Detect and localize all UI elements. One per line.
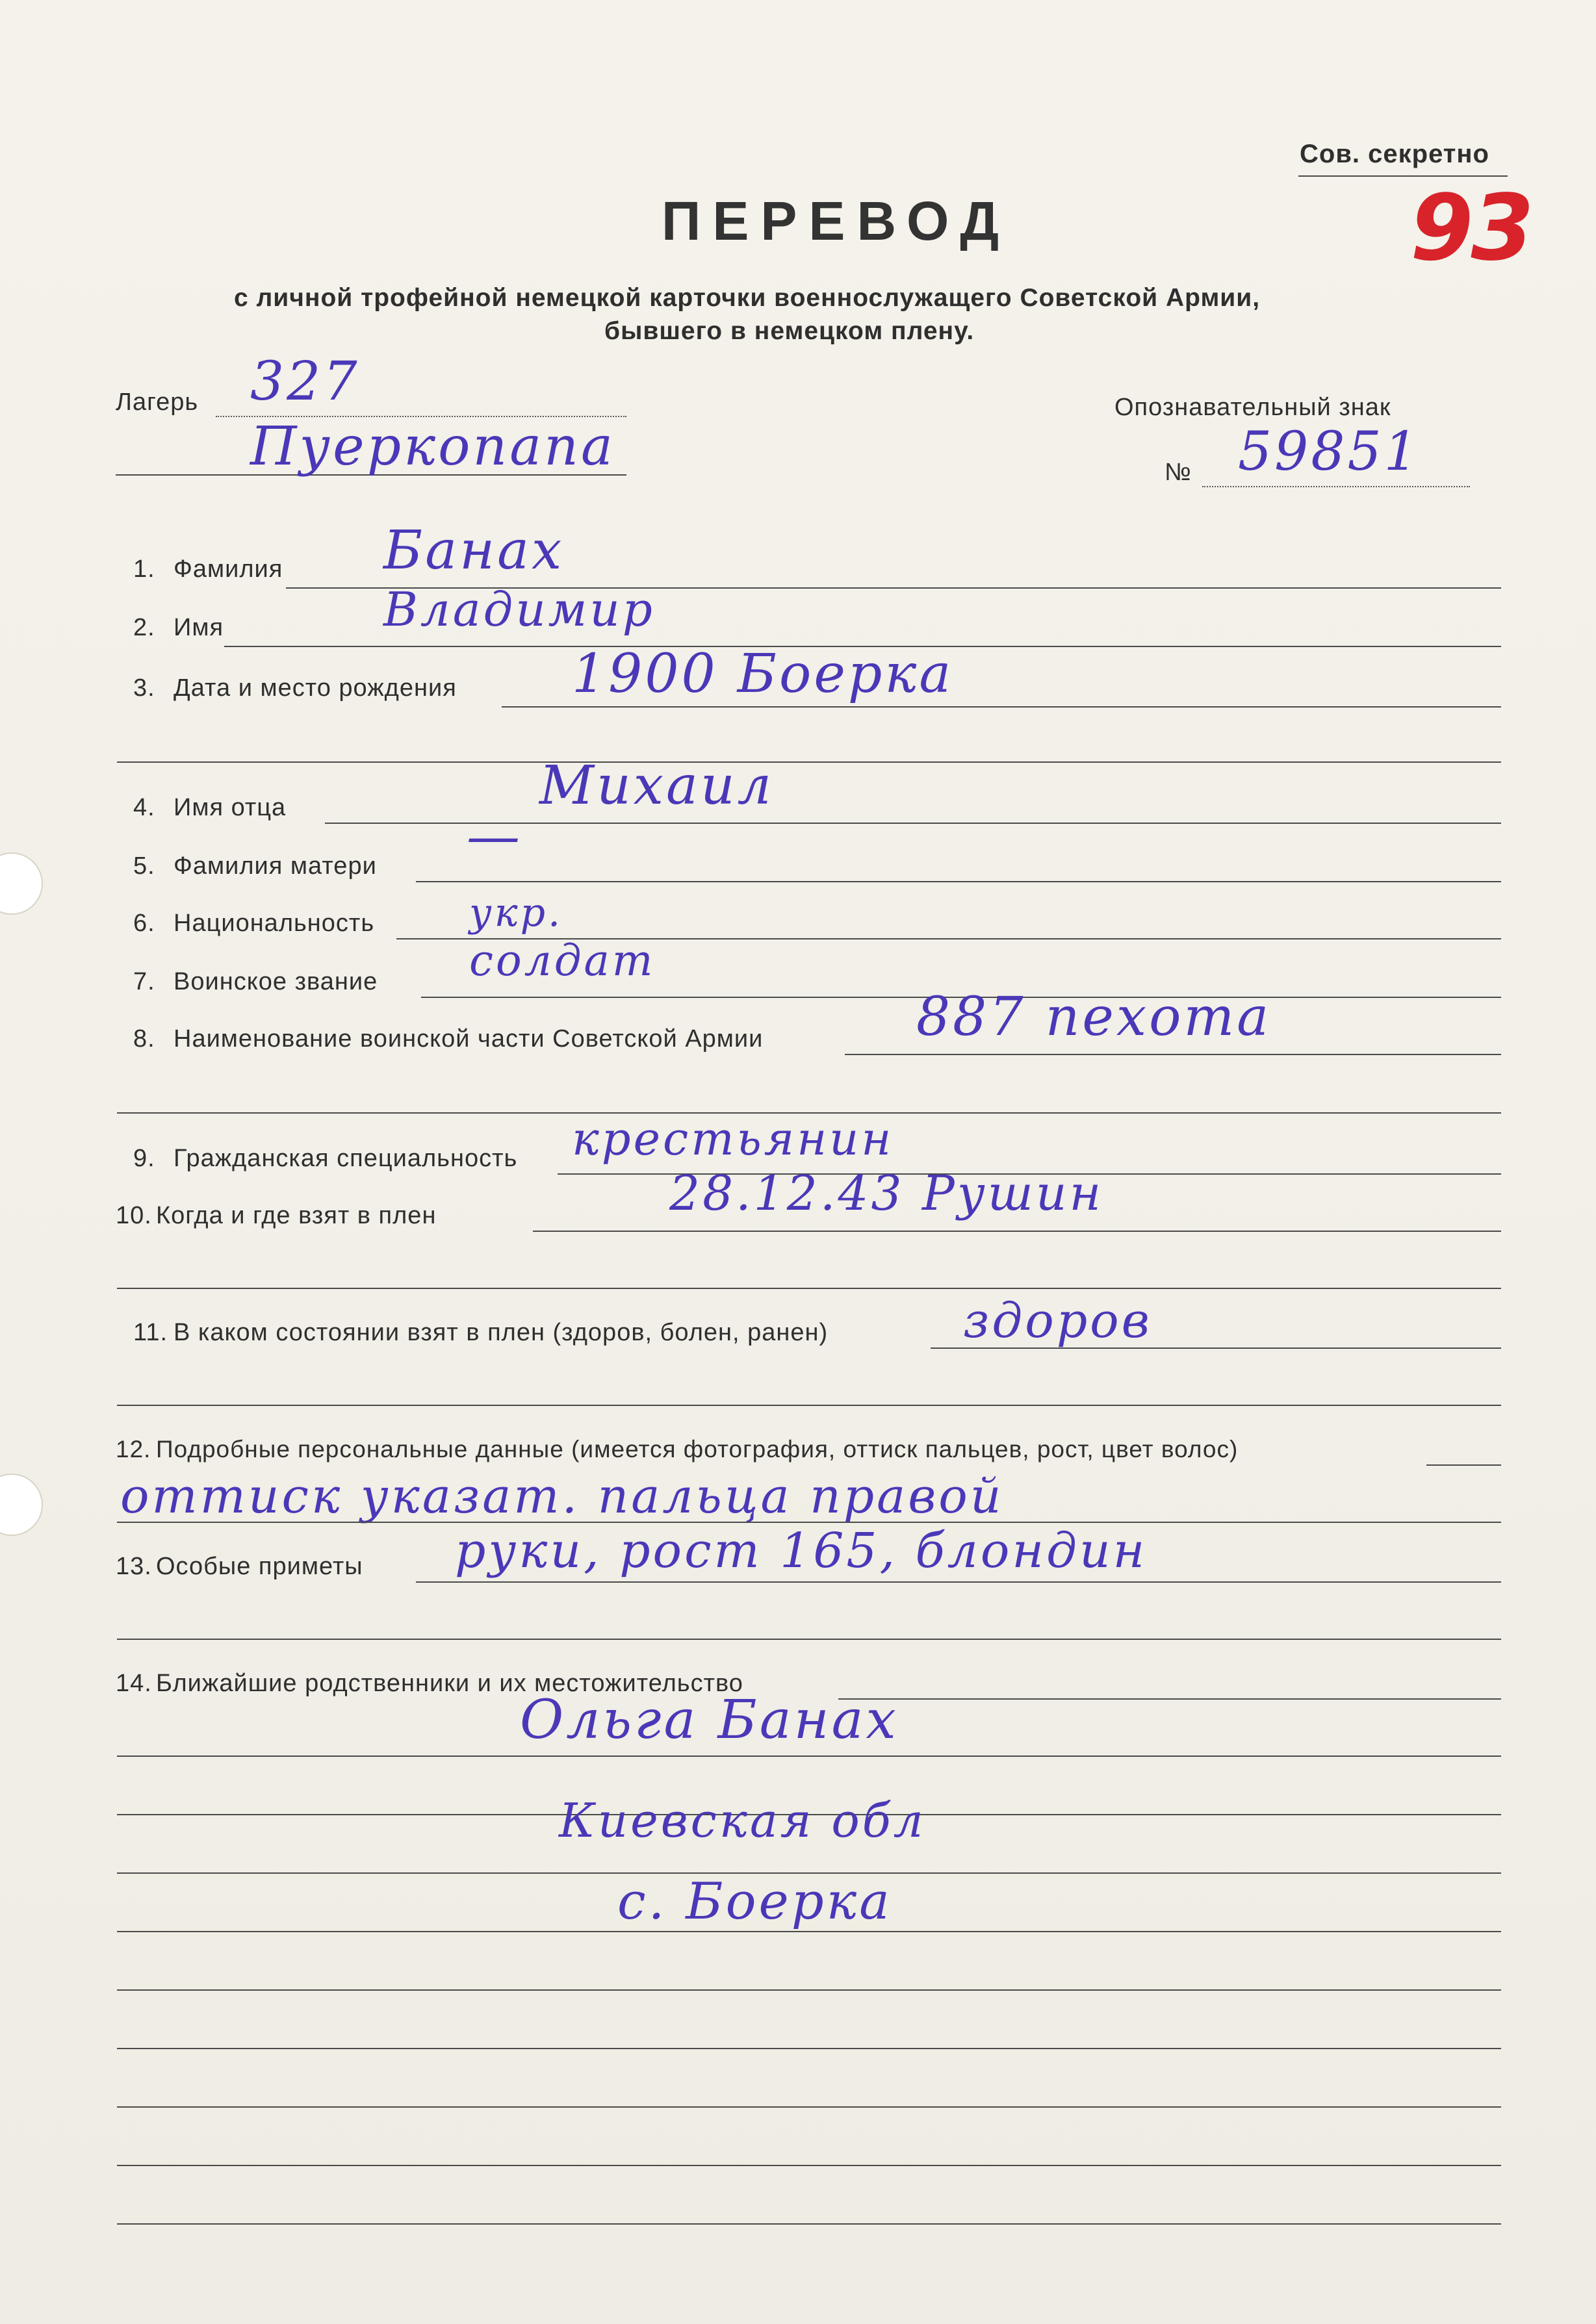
archive-number: 93 xyxy=(1410,175,1532,281)
field-13-line xyxy=(416,1581,1501,1583)
field-14-extra-line-5 xyxy=(117,1989,1501,1991)
classification-stamp: Сов. секретно xyxy=(1300,140,1489,168)
field-7-value: солдат xyxy=(469,936,656,986)
field-10-line xyxy=(533,1231,1501,1232)
field-14-extra-line-4 xyxy=(117,1931,1501,1932)
field-2-value: Владимир xyxy=(383,582,655,637)
field-3-line xyxy=(502,706,1501,708)
field-10-extra-line xyxy=(117,1288,1501,1289)
relatives-address-line-2: с. Боерка xyxy=(617,1872,892,1931)
field-10-value: 28.12.43 Рушин xyxy=(669,1166,1104,1221)
relatives-address-line-1: Киевская обл xyxy=(559,1793,926,1848)
field-2-label: 2. Имя xyxy=(133,614,224,641)
camp-label: Лагерь xyxy=(116,389,199,416)
field-4-value: Михаил xyxy=(539,755,774,817)
field-10-label: 10. Когда и где взят в плен xyxy=(116,1202,437,1229)
field-12-label: 12. Подробные персональные данные (имеется фотография, оттиск пальцев, рост, цвет волос) xyxy=(116,1436,1239,1462)
id-tag-line xyxy=(1202,486,1470,487)
document-subtitle-line-1: с личной трофейной немецкой карточки военнослужащего Советской Армии, xyxy=(234,284,1261,312)
field-12-line xyxy=(1426,1464,1501,1466)
field-14-value: Ольга Банах xyxy=(520,1689,899,1751)
field-14-extra-line-6 xyxy=(117,2048,1501,2049)
field-5-label: 5. Фамилия матери xyxy=(133,852,377,880)
field-9-value: крестьянин xyxy=(572,1112,894,1166)
field-1-value: Банах xyxy=(383,520,565,581)
punch-hole-top xyxy=(0,852,43,915)
camp-value: 327 xyxy=(250,351,360,413)
id-tag-value: 59851 xyxy=(1238,421,1421,483)
field-9-label: 9. Гражданская специальность xyxy=(133,1145,518,1172)
field-6-value: укр. xyxy=(469,890,563,936)
id-tag-number-sign: № xyxy=(1165,459,1192,486)
field-14-line xyxy=(838,1698,1501,1700)
field-4-label: 4. Имя отца xyxy=(133,794,287,821)
field-5-value: — xyxy=(467,806,522,867)
field-13-extra-line xyxy=(117,1639,1501,1640)
field-3-extra-line xyxy=(117,761,1501,763)
camp-location-value: Пуеркопапа xyxy=(250,416,615,478)
punch-hole-bottom xyxy=(0,1474,43,1536)
field-11-extra-line xyxy=(117,1405,1501,1406)
field-14-extra-line-1 xyxy=(117,1756,1501,1757)
field-14-label: 14. Ближайшие родственники и их местожительство xyxy=(116,1670,743,1697)
field-13-value: руки, рост 165, блондин xyxy=(455,1523,1148,1579)
document-subtitle-line-2: бывшего в немецком плену. xyxy=(604,317,975,345)
field-13-label: 13. Особые приметы xyxy=(116,1553,363,1580)
field-14-extra-line-8 xyxy=(117,2165,1501,2166)
field-8-label: 8. Наименование воинской части Советской Армии xyxy=(133,1025,764,1053)
field-14-extra-line-9 xyxy=(117,2223,1501,2225)
field-6-label: 6. Национальность xyxy=(133,910,375,937)
field-11-label: 11. В каком состоянии взят в плен (здоров, болен, ранен) xyxy=(133,1319,829,1346)
field-14-extra-line-7 xyxy=(117,2106,1501,2108)
document-title: ПЕРЕВОД xyxy=(662,190,1011,251)
field-5-line xyxy=(416,881,1501,882)
field-1-label: 1. Фамилия xyxy=(133,555,283,583)
field-12-value: оттиск указат. пальца правой xyxy=(120,1468,1004,1524)
field-11-value: здоров xyxy=(963,1293,1152,1349)
field-7-label: 7. Воинское звание xyxy=(133,968,378,995)
field-8-value: 887 пехота xyxy=(916,986,1272,1048)
id-tag-label: Опознавательный знак xyxy=(1114,394,1391,421)
field-3-value: 1900 Боерка xyxy=(572,643,954,705)
field-8-line xyxy=(845,1054,1501,1055)
field-3-label: 3. Дата и место рождения xyxy=(133,674,457,702)
